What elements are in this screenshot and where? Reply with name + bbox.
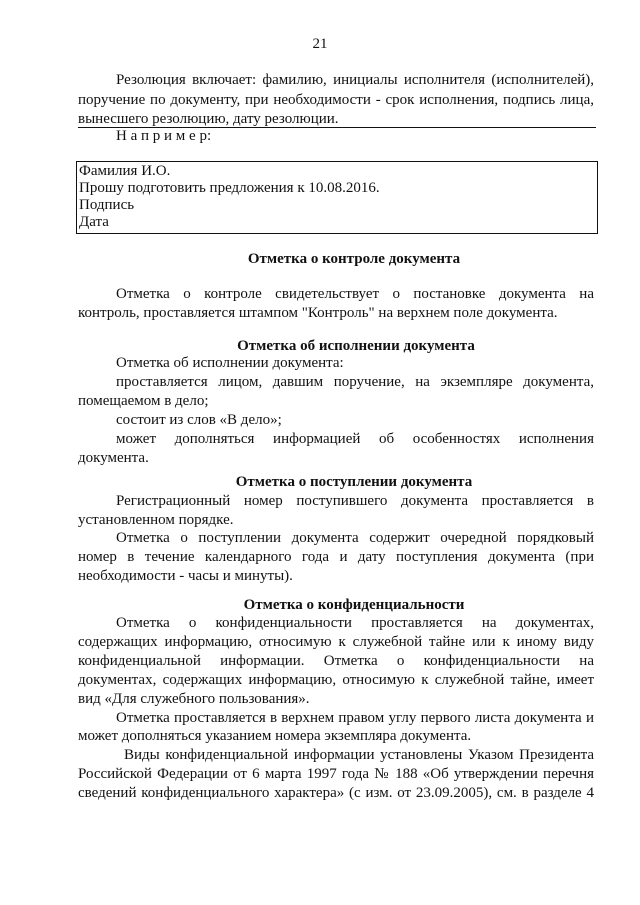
execution-line-5: может дополняться информацией об особенностях исполнения — [116, 431, 594, 447]
example-row-name: Фамилия И.О. — [79, 163, 171, 179]
confidentiality-line-1: Отметка о конфиденциальности проставляется на документах, — [116, 615, 594, 631]
page-number: 21 — [312, 36, 328, 52]
example-row-date: Дата — [79, 214, 109, 230]
receipt-line-5: необходимости - часы и минуты). — [78, 568, 293, 584]
confidentiality-line-5: вид «Для служебного пользования». — [78, 691, 310, 707]
receipt-line-2: установленном порядке. — [78, 512, 234, 528]
execution-line-1: Отметка об исполнении документа: — [116, 355, 344, 371]
example-row-signature: Подпись — [79, 197, 135, 213]
execution-line-4: состоит из слов «В дело»; — [116, 412, 282, 428]
example-label: Н а п р и м е р: — [116, 128, 212, 144]
intro-line-1: Резолюция включает: фамилию, инициалы исполнителя (исполнителей), — [116, 72, 594, 88]
confidentiality-line-4: документах, содержащих информацию, относимую к служебной тайне, имеет — [78, 672, 594, 688]
receipt-line-4: номер в течение календарного года и дату поступления документа (при — [78, 549, 594, 565]
heading-receipt: Отметка о поступлении документа — [235, 474, 473, 490]
confidentiality-line-10: сведений конфиденциального характера» (с изм. от 23.09.2005), см. в разделе 4 — [78, 785, 594, 801]
confidentiality-line-7: может дополняться указанием номера экземпляра документа. — [78, 728, 472, 744]
confidentiality-line-8: Виды конфиденциальной информации установлены Указом Президента — [124, 747, 594, 763]
heading-control: Отметка о контроле документа — [247, 251, 461, 267]
heading-confidentiality: Отметка о конфиденциальности — [243, 597, 465, 613]
example-row-instruction: Прошу подготовить предложения к 10.08.2016. — [79, 180, 380, 196]
execution-line-6: документа. — [78, 450, 149, 466]
execution-line-2: проставляется лицом, давшим поручение, на экземпляре документа, — [116, 374, 594, 390]
control-line-2: контроль, проставляется штампом "Контроль" на верхнем поле документа. — [78, 305, 558, 321]
confidentiality-line-6: Отметка проставляется в верхнем правом углу первого листа документа и — [116, 710, 594, 726]
confidentiality-line-9: Российской Федерации от 6 марта 1997 года № 188 «Об утверждении перечня — [78, 766, 594, 782]
intro-line-3: вынесшего резолюцию, дату резолюции. — [78, 111, 339, 127]
receipt-line-3: Отметка о поступлении документа содержит очередной порядковый — [116, 530, 594, 546]
control-line-1: Отметка о контроле свидетельствует о постановке документа на — [116, 286, 594, 302]
execution-line-3: помещаемом в дело; — [78, 393, 209, 409]
receipt-line-1: Регистрационный номер поступившего документа проставляется в — [116, 493, 594, 509]
confidentiality-line-3: конфиденциальной информации. Отметка о конфиденциальности на — [78, 653, 594, 669]
heading-execution: Отметка об исполнении документа — [237, 338, 475, 354]
intro-line-2: поручение по документу, при необходимости - срок исполнения, подпись лица, — [78, 92, 594, 108]
confidentiality-line-2: содержащих информацию, относимую к служебной тайне или к иному виду — [78, 634, 594, 650]
